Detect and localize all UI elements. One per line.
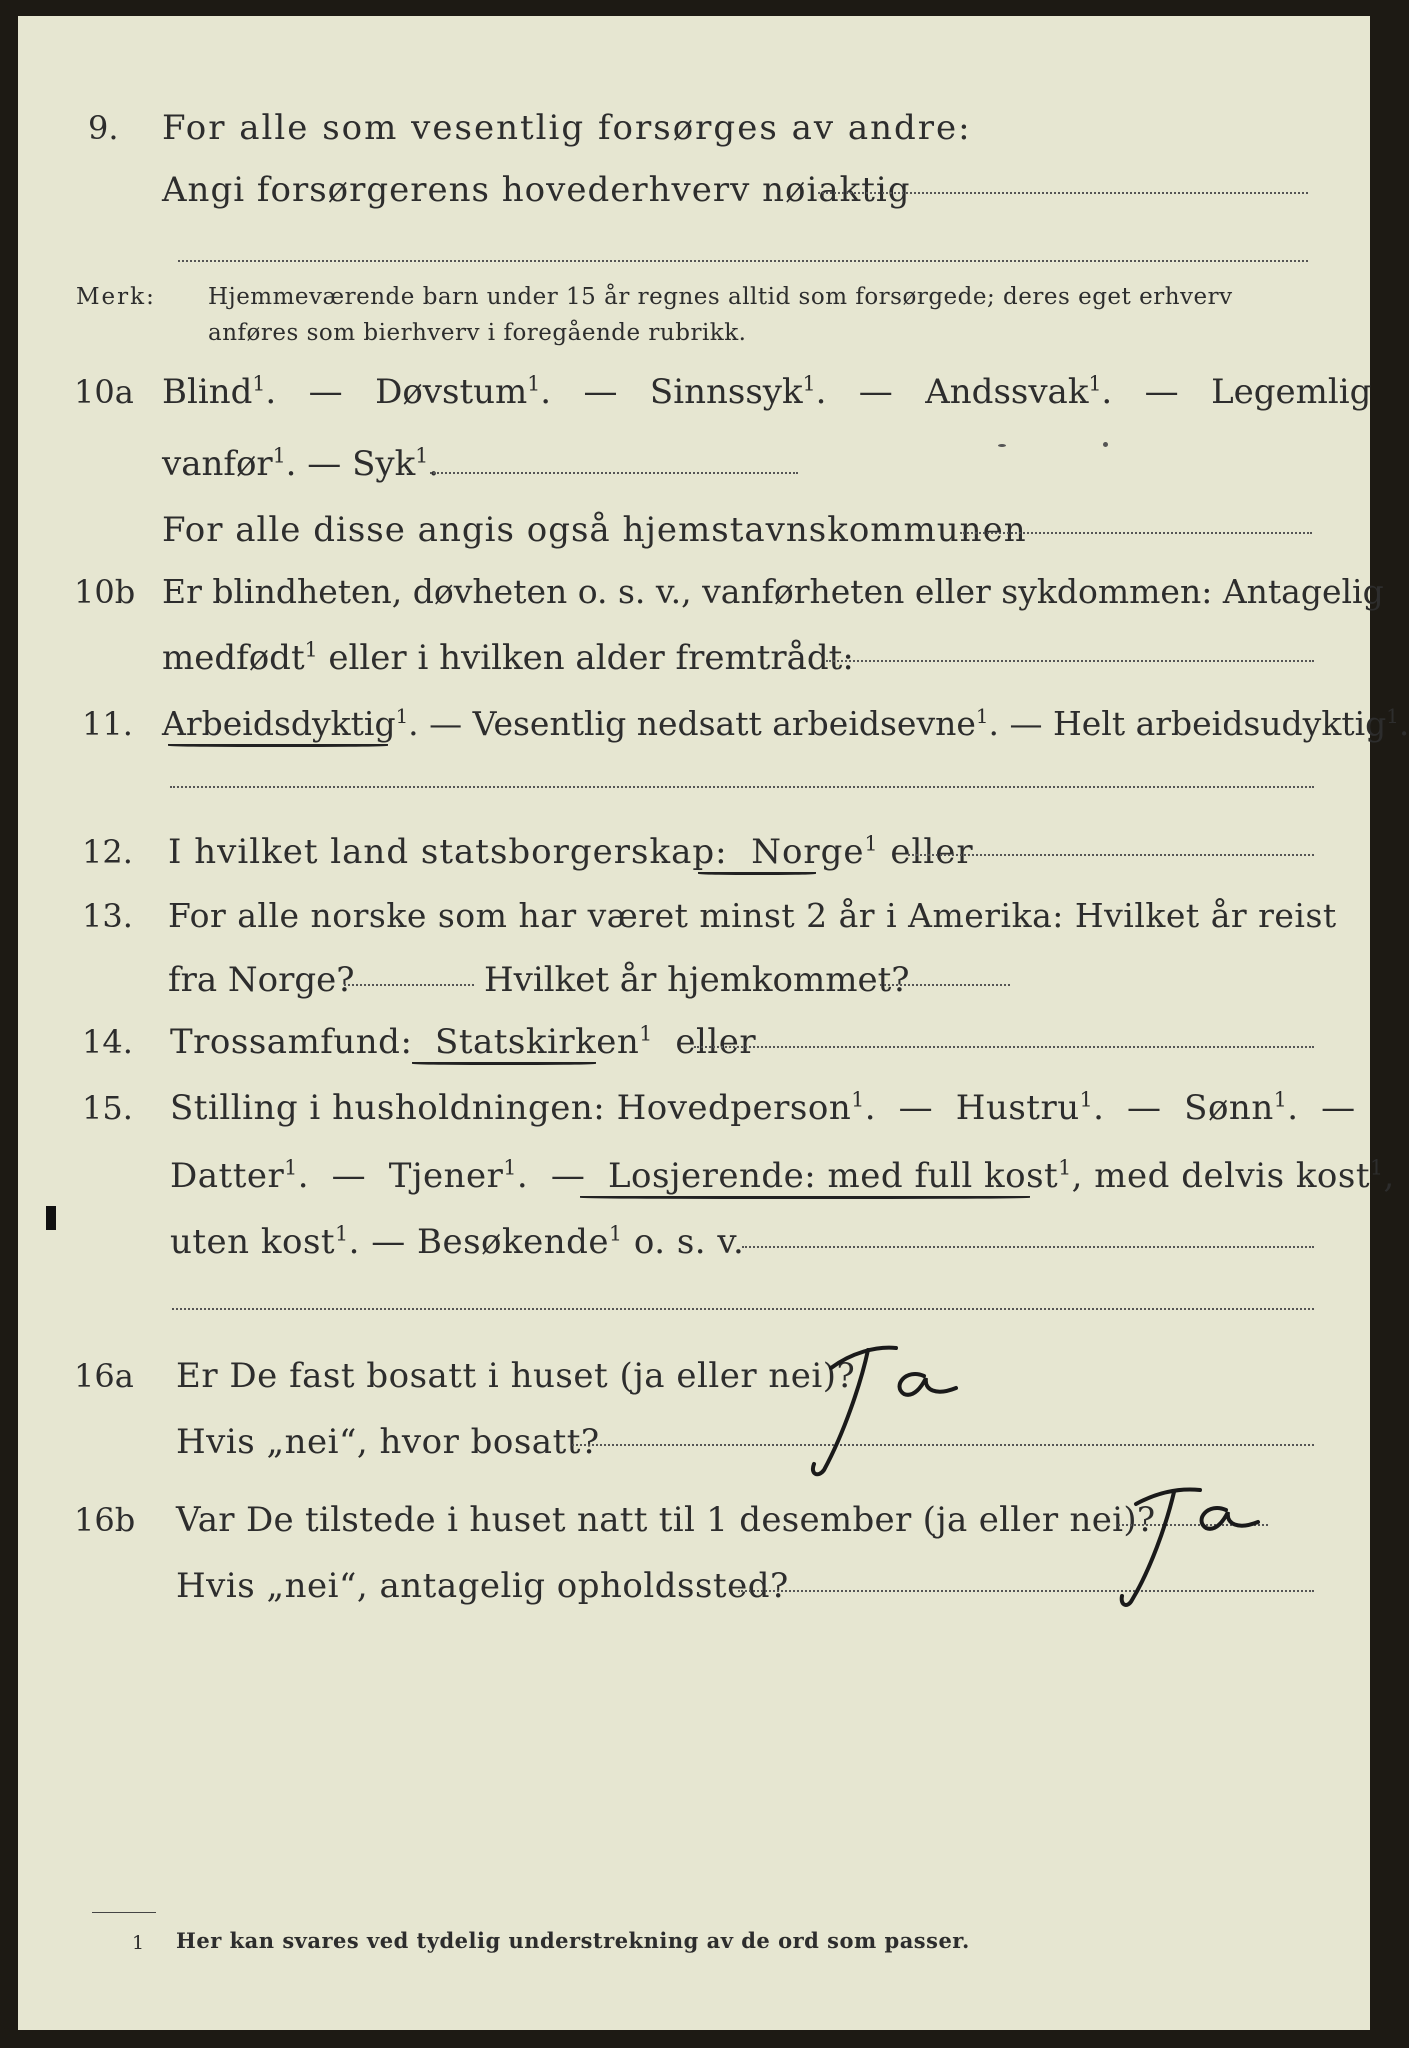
page-edge-tab	[46, 1206, 56, 1230]
q15-line1: Stilling i husholdningen: Hovedperson$^1$. — Hustru$^1$. — Sønn$^1$. —	[170, 1087, 1356, 1128]
q13-hjem-label: Hvilket år hjemkommet?	[484, 960, 910, 1000]
q15-answer-line	[742, 1246, 1314, 1248]
q11-number: 11.	[82, 705, 133, 743]
q13-line1: For alle norske som har været minst 2 år i Amerika: Hvilket år reist	[168, 896, 1337, 935]
ink-speck	[1103, 442, 1108, 447]
q15-line2: Datter$^1$. — Tjener$^1$. — Losjerende: med full kost$^1$, med delvis kost$^1$,	[170, 1155, 1395, 1196]
q16a-line1: Er De fast bosatt i huset (ja eller nei)?	[176, 1356, 856, 1396]
q12-line: I hvilket land statsborgerskap: Norge$^1$ eller	[168, 831, 974, 872]
q11-line: Arbeidsdyktig$^1$. — Vesentlig nedsatt arbeidsevne$^1$. — Helt arbeidsudyktig$^1$.	[162, 704, 1409, 743]
q15-number: 15.	[82, 1089, 133, 1127]
footnote-mark: 1	[132, 1932, 145, 1954]
option-losjerende: Losjerende: med full kost	[607, 1156, 1059, 1196]
q10b-line2: medfødt$^1$ eller i hvilken alder fremtrådt:	[162, 637, 854, 678]
merk-line2: anføres som bierhverv i foregående rubrikk.	[208, 320, 747, 346]
option-uten: uten kost	[170, 1222, 336, 1262]
q15-extra-line	[172, 1308, 1314, 1310]
q12-answer-line	[908, 854, 1314, 856]
q10b-number: 10b	[74, 573, 136, 611]
option-vanfor: vanfør	[162, 444, 273, 484]
option-statskirken: Statskirken	[435, 1022, 640, 1062]
census-form-page	[18, 16, 1409, 2030]
q11-extra-line	[170, 786, 1314, 788]
option-hustru: Hustru	[955, 1088, 1080, 1128]
option-hovedperson: Hovedperson	[616, 1088, 852, 1128]
option-sinnssyk: Sinnssyk	[649, 372, 803, 412]
q9-line2: Angi forsørgerens hovederhverv nøiaktig	[162, 170, 911, 210]
q14-line: Trossamfund: Statskirken$^1$ eller	[170, 1021, 757, 1062]
q16a-line2: Hvis „nei“, hvor bosatt?	[176, 1422, 600, 1462]
q13-fra-label: fra Norge?	[168, 960, 355, 1000]
footnote-text: Her kan svares ved tydelig understrekning av de ord som passer.	[176, 1928, 970, 1953]
option-syk: Syk	[352, 444, 416, 484]
handwritten-underline-statskirken	[412, 1062, 596, 1065]
merk-label: Merk:	[76, 284, 156, 310]
q15-line3: uten kost$^1$. — Besøkende$^1$ o. s. v.	[170, 1221, 745, 1262]
q9-extra-line	[178, 260, 1308, 262]
option-arbeidsdyktig: Arbeidsdyktig	[162, 704, 396, 743]
option-tjener: Tjener	[388, 1156, 504, 1196]
q10a-kommune-line	[960, 532, 1312, 534]
q10a-line1: Blind$^1$. — Døvstum$^1$. — Sinnssyk$^1$. — Andssvak$^1$. — Legemlig	[162, 371, 1372, 412]
q13-number: 13.	[82, 897, 133, 935]
q16b-number: 16b	[74, 1501, 136, 1539]
option-andssvak: Andssvak	[925, 372, 1089, 412]
q12-number: 12.	[82, 833, 133, 871]
q10b-line1: Er blindheten, døvheten o. s. v., vanførheten eller sykdommen: Antagelig	[162, 572, 1384, 611]
q9-line1: For alle som vesentlig forsørges av andre:	[162, 108, 972, 148]
option-vesentlig: Vesentlig nedsatt arbeidsevne	[472, 704, 976, 743]
option-besokende: Besøkende	[417, 1222, 610, 1262]
q9-answer-line	[818, 192, 1308, 194]
q10b-answer-line	[826, 660, 1314, 662]
q13-hjem-line	[880, 984, 1010, 986]
q10a-line3: For alle disse angis også hjemstavnskommunen	[162, 510, 1027, 550]
q14-number: 14.	[82, 1023, 133, 1061]
option-dovstum: Døvstum	[375, 372, 528, 412]
handwritten-underline-arbeidsdyktig	[168, 744, 388, 747]
option-sonn: Sønn	[1184, 1088, 1274, 1128]
q14-answer-line	[694, 1046, 1314, 1048]
handwritten-underline-losjerende	[580, 1196, 1030, 1199]
q16b-line1: Var De tilstede i huset natt til 1 desember (ja eller nei)?	[176, 1500, 1156, 1540]
option-datter: Datter	[170, 1156, 285, 1196]
option-blind: Blind	[162, 372, 253, 412]
handwritten-answer-ja-16b	[1088, 1478, 1288, 1618]
q9-number: 9.	[88, 109, 119, 147]
option-legemlig: Legemlig	[1211, 372, 1372, 412]
option-helt: Helt arbeidsudyktig	[1052, 704, 1387, 743]
footnote-rule	[92, 1912, 156, 1913]
q16a-number: 16a	[74, 1357, 134, 1395]
ink-speck	[998, 444, 1006, 447]
q10a-syk-line	[430, 472, 798, 474]
q10a-line2: vanfør$^1$. — Syk$^1$.	[162, 443, 440, 484]
handwritten-underline-norge	[698, 872, 816, 875]
handwritten-answer-ja-16a	[796, 1338, 976, 1488]
merk-line1: Hjemmeværende barn under 15 år regnes alltid som forsørgede; deres eget erhverv	[208, 284, 1233, 310]
q16b-line2: Hvis „nei“, antagelig opholdssted?	[176, 1566, 789, 1606]
option-medfodt: medfødt	[162, 638, 305, 678]
q13-fra-line	[344, 984, 474, 986]
option-delvis: med delvis kost	[1094, 1156, 1371, 1196]
q10a-number: 10a	[74, 373, 134, 411]
option-norge: Norge	[751, 832, 865, 872]
